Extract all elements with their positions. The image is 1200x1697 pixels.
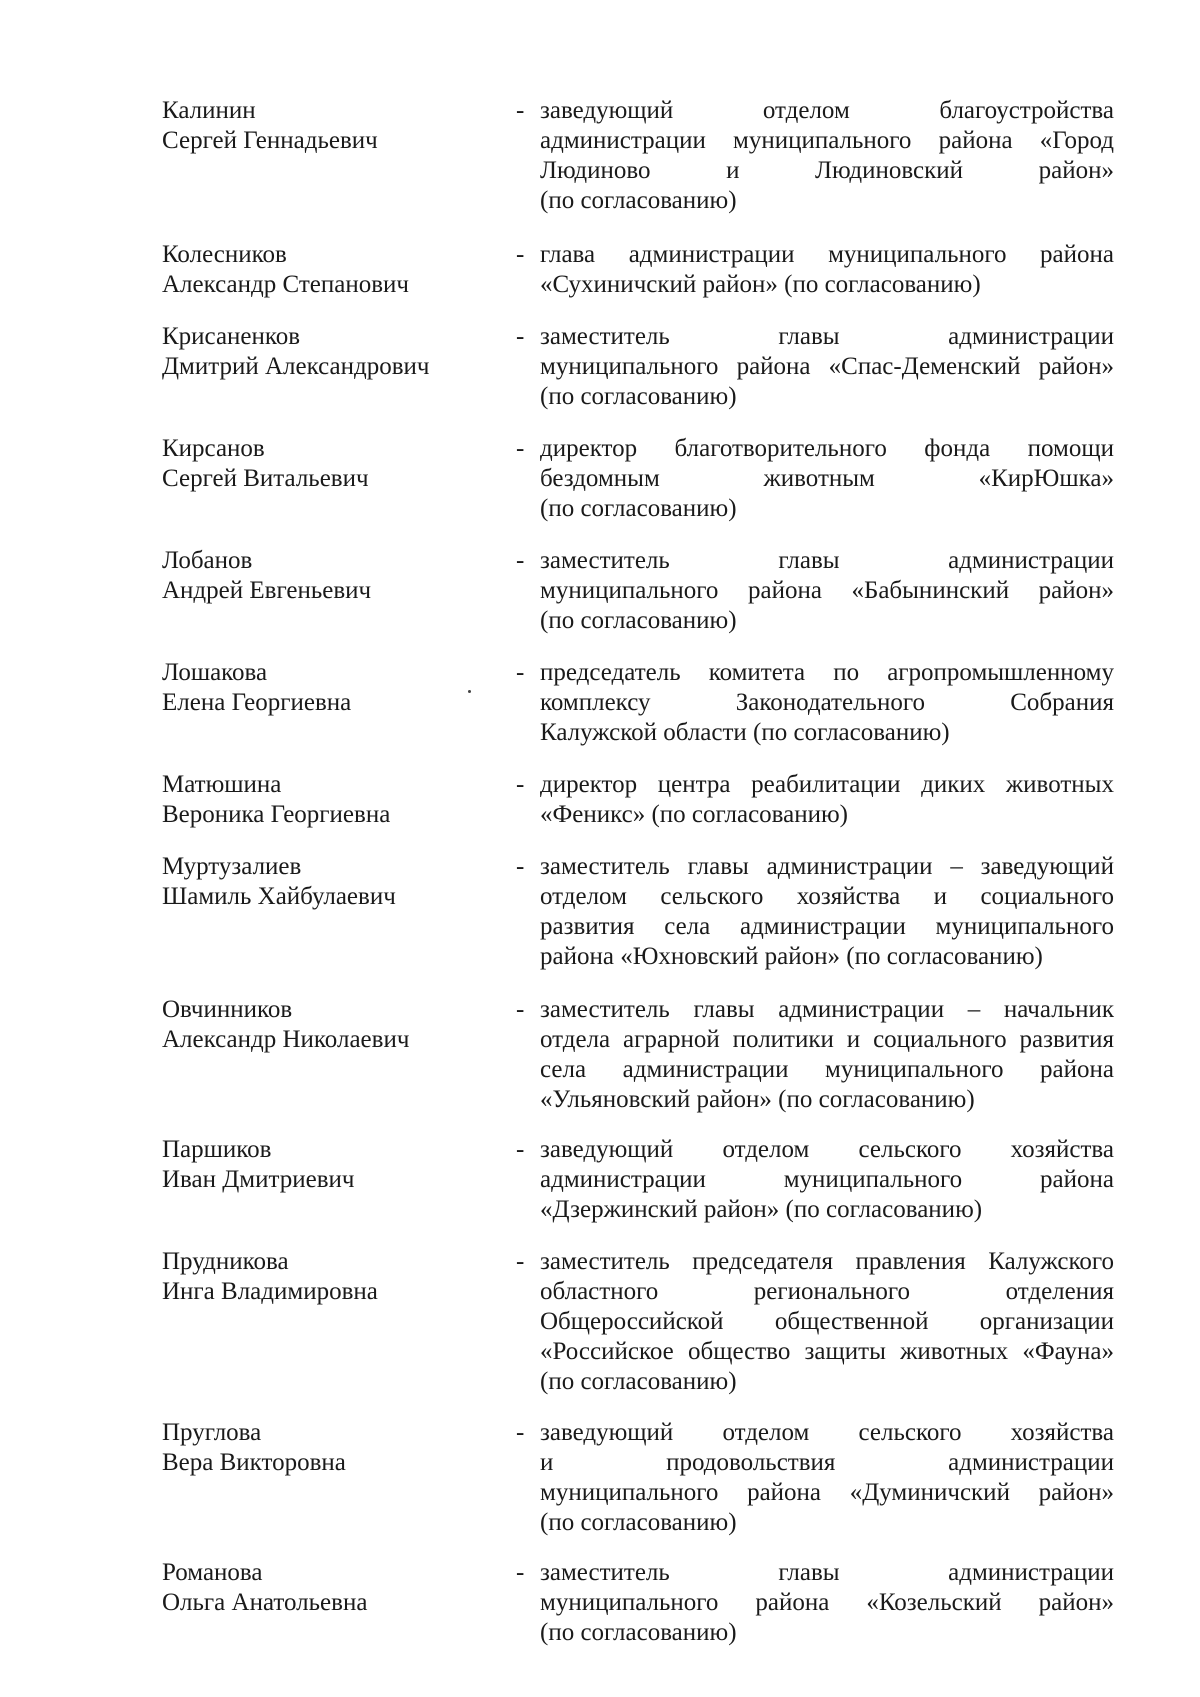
member-name: [162, 322, 492, 382]
member-given-name: Андрей Евгеньевич: [162, 577, 372, 604]
member-given-name: Сергей Витальевич: [162, 465, 369, 492]
member-surname: Паршиков: [162, 1136, 272, 1163]
member-given-name: Вера Викторовна: [162, 1449, 346, 1476]
member-given-name: Инга Владимировна: [162, 1278, 378, 1305]
role-line: «Российское общество защиты животных «Фауна»: [540, 1338, 1114, 1365]
role-line: комплексу Законодательного Собрания: [540, 689, 1114, 716]
entry-dash: -: [516, 1136, 525, 1163]
role-line: администрации муниципального района «Город: [540, 127, 1114, 154]
member-role: [540, 658, 1114, 748]
role-line: областного регионального отделения: [540, 1278, 1114, 1305]
scan-speck: [468, 690, 471, 693]
member-name: [162, 995, 492, 1055]
entry-dash: -: [516, 771, 525, 798]
member-given-name: Александр Степанович: [162, 271, 409, 298]
role-line: «Дзержинский район» (по согласованию): [540, 1196, 983, 1223]
member-role: [540, 96, 1114, 216]
role-line: директор благотворительного фонда помощи: [540, 435, 1114, 462]
role-line: отделом сельского хозяйства и социального: [540, 883, 1114, 910]
role-line: заведующий отделом сельского хозяйства: [540, 1136, 1114, 1163]
role-line: председатель комитета по агропромышленному: [540, 659, 1114, 686]
member-surname: Кирсанов: [162, 435, 265, 462]
role-line: и продовольствия администрации: [540, 1449, 1114, 1476]
role-line: муниципального района «Думиничский район»: [540, 1479, 1114, 1506]
role-line: Общероссийской общественной организации: [540, 1308, 1114, 1335]
role-line: заместитель главы администрации: [540, 547, 1114, 574]
member-surname: Матюшина: [162, 771, 282, 798]
member-given-name: Вероника Георгиевна: [162, 801, 391, 828]
role-line: (по согласованию): [540, 495, 737, 522]
member-role: [540, 1135, 1114, 1225]
role-line: (по согласованию): [540, 1368, 737, 1395]
member-role: [540, 434, 1114, 524]
member-surname: Крисаненков: [162, 323, 301, 350]
member-name: [162, 546, 492, 606]
member-name: [162, 852, 492, 912]
member-role: [540, 995, 1114, 1115]
role-line: заведующий отделом благоустройства: [540, 97, 1114, 124]
role-line: «Ульяновский район» (по согласованию): [540, 1086, 975, 1113]
member-given-name: Елена Георгиевна: [162, 689, 352, 716]
role-line: муниципального района «Бабынинский район»: [540, 577, 1114, 604]
role-line: муниципального района «Спас-Деменский район»: [540, 353, 1114, 380]
member-name: [162, 1135, 492, 1195]
member-role: [540, 1558, 1114, 1648]
member-surname: Прудникова: [162, 1248, 289, 1275]
member-role: [540, 852, 1114, 972]
member-given-name: Шамиль Хайбулаевич: [162, 883, 396, 910]
member-given-name: Дмитрий Александрович: [162, 353, 430, 380]
role-line: «Сухиничский район» (по согласованию): [540, 271, 981, 298]
member-name: [162, 96, 492, 156]
role-line: развития села администрации муниципального: [540, 913, 1114, 940]
member-surname: Лобанов: [162, 547, 253, 574]
role-line: глава администрации муниципального района: [540, 241, 1114, 268]
role-line: района «Юхновский район» (по согласованию): [540, 943, 1043, 970]
role-line: заведующий отделом сельского хозяйства: [540, 1419, 1114, 1446]
entry-dash: -: [516, 323, 525, 350]
member-surname: Овчинников: [162, 996, 293, 1023]
entry-dash: -: [516, 659, 525, 686]
entry-dash: -: [516, 853, 525, 880]
entry-dash: -: [516, 1419, 525, 1446]
role-line: заместитель председателя правления Калужского: [540, 1248, 1114, 1275]
role-line: села администрации муниципального района: [540, 1056, 1114, 1083]
entry-dash: -: [516, 996, 525, 1023]
role-line: Калужской области (по согласованию): [540, 719, 950, 746]
member-surname: Калинин: [162, 97, 256, 124]
member-role: [540, 770, 1114, 830]
role-line: директор центра реабилитации диких животных: [540, 771, 1114, 798]
member-surname: Муртузалиев: [162, 853, 302, 880]
member-name: [162, 240, 492, 300]
member-role: [540, 240, 1114, 300]
entry-dash: -: [516, 1248, 525, 1275]
role-line: (по согласованию): [540, 383, 737, 410]
member-surname: Лошакова: [162, 659, 268, 686]
member-surname: Колесников: [162, 241, 287, 268]
member-role: [540, 1418, 1114, 1538]
entry-dash: -: [516, 241, 525, 268]
member-role: [540, 546, 1114, 636]
role-line: заместитель главы администрации – начальник: [540, 996, 1114, 1023]
role-line: администрации муниципального района: [540, 1166, 1114, 1193]
entry-dash: -: [516, 97, 525, 124]
role-line: заместитель главы администрации – заведующий: [540, 853, 1114, 880]
member-name: [162, 658, 492, 718]
member-name: [162, 770, 492, 830]
member-surname: Пруглова: [162, 1419, 262, 1446]
member-name: [162, 434, 492, 494]
role-line: (по согласованию): [540, 187, 737, 214]
role-line: «Феникс» (по согласованию): [540, 801, 849, 828]
member-role: [540, 1247, 1114, 1397]
role-line: заместитель главы администрации: [540, 323, 1114, 350]
member-name: [162, 1247, 492, 1307]
member-name: [162, 1418, 492, 1478]
role-line: муниципального района «Козельский район»: [540, 1589, 1114, 1616]
member-name: [162, 1558, 492, 1618]
role-line: (по согласованию): [540, 1509, 737, 1536]
entry-dash: -: [516, 547, 525, 574]
entry-dash: -: [516, 435, 525, 462]
member-given-name: Александр Николаевич: [162, 1026, 410, 1053]
member-given-name: Сергей Геннадьевич: [162, 127, 378, 154]
member-given-name: Ольга Анатольевна: [162, 1589, 368, 1616]
member-surname: Романова: [162, 1559, 263, 1586]
role-line: заместитель главы администрации: [540, 1559, 1114, 1586]
role-line: (по согласованию): [540, 1619, 737, 1646]
role-line: отдела аграрной политики и социального развития: [540, 1026, 1114, 1053]
member-role: [540, 322, 1114, 412]
role-line: бездомным животным «КирЮшка»: [540, 465, 1114, 492]
entry-dash: -: [516, 1559, 525, 1586]
role-line: Людиново и Людиновский район»: [540, 157, 1114, 184]
member-given-name: Иван Дмитриевич: [162, 1166, 355, 1193]
role-line: (по согласованию): [540, 607, 737, 634]
